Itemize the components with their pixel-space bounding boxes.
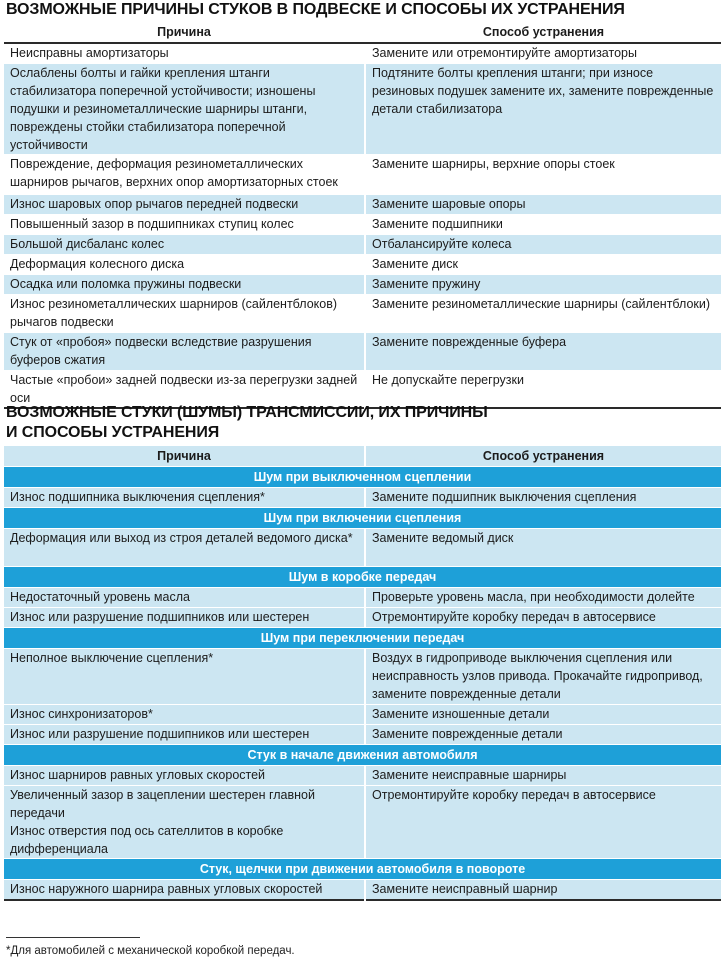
fix-cell: Замените ведомый диск [365, 529, 721, 567]
table-row [4, 234, 721, 254]
column-header-fix: Способ устранения [365, 446, 721, 467]
table-row [4, 254, 721, 274]
table-row [4, 725, 721, 745]
fix-cell: Замените подшипники [365, 214, 721, 234]
table-row [4, 488, 721, 508]
fix-cell: Замените шаровые опоры [365, 194, 721, 214]
table2-title-line1: ВОЗМОЖНЫЕ СТУКИ (ШУМЫ) ТРАНСМИССИИ, ИХ ПРИЧИНЫ [6, 404, 488, 421]
fix-cell: Замените неисправный шарнир [365, 880, 721, 900]
fix-cell: Замените резинометаллические шарниры (сайлентблоки) [365, 294, 721, 332]
column-header-cause: Причина [4, 446, 365, 467]
cause-cell: Частые «пробои» задней подвески из-за перегрузки задней оси [4, 370, 365, 408]
section-heading: Шум в коробке передач [4, 567, 721, 588]
cause-cell: Износ или разрушение подшипников или шестерен [4, 725, 365, 745]
fix-cell: Замените изношенные детали [365, 705, 721, 725]
fix-cell: Проверьте уровень масла, при необходимости долейте [365, 588, 721, 608]
cause-text-2: Износ отверстия под ось сателлитов в коробке дифференциала [10, 824, 284, 856]
suspension-noise-table [4, 22, 721, 409]
section-heading: Стук в начале движения автомобиля [4, 745, 721, 766]
table-row [4, 705, 721, 725]
cause-cell: Износ шаровых опор рычагов передней подвески [4, 194, 365, 214]
section-heading-row [4, 567, 721, 588]
fix-cell: Замените поврежденные детали [365, 725, 721, 745]
section-heading-row [4, 745, 721, 766]
table-row [4, 786, 721, 859]
cause-cell: Износ синхронизаторов* [4, 705, 365, 725]
transmission-noise-table [4, 446, 721, 901]
cause-cell: Недостаточный уровень масла [4, 588, 365, 608]
table-row [4, 274, 721, 294]
cause-cell: Большой дисбаланс колес [4, 234, 365, 254]
cause-cell: Повышенный зазор в подшипниках ступиц колес [4, 214, 365, 234]
fix-cell: Замените подшипник выключения сцепления [365, 488, 721, 508]
section-heading-row [4, 508, 721, 529]
section-heading-row [4, 628, 721, 649]
cause-cell: Стук от «пробоя» подвески вследствие разрушения буферов сжатия [4, 332, 365, 370]
cause-cell: Неисправны амортизаторы [4, 43, 365, 63]
section-heading-row [4, 859, 721, 880]
fix-cell: Замените диск [365, 254, 721, 274]
table-row [4, 332, 721, 370]
fix-cell: Отремонтируйте коробку передач в автосервисе [365, 786, 721, 859]
cause-cell: Повреждение, деформация резинометаллических шарниров рычагов, верхних опор амортизаторных стоек [4, 154, 365, 194]
table-header [4, 22, 721, 43]
section-heading: Шум при включении сцепления [4, 508, 721, 529]
cause-cell: Износ или разрушение подшипников или шестерен [4, 608, 365, 628]
table-row [4, 529, 721, 567]
footnote-divider [6, 937, 140, 938]
table-row [4, 588, 721, 608]
cause-cell: Износ подшипника выключения сцепления* [4, 488, 365, 508]
table2-title-line2: И СПОСОБЫ УСТРАНЕНИЯ [6, 424, 220, 441]
column-header-fix: Способ устранения [365, 22, 721, 43]
fix-cell: Замените или отремонтируйте амортизаторы [365, 43, 721, 63]
cause-cell: Деформация или выход из строя деталей ведомого диска* [4, 529, 365, 567]
section-heading: Стук, щелчки при движении автомобиля в повороте [4, 859, 721, 880]
column-header-cause: Причина [4, 22, 365, 43]
table-row [4, 608, 721, 628]
table1-title: ВОЗМОЖНЫЕ ПРИЧИНЫ СТУКОВ В ПОДВЕСКЕ И СПОСОБЫ ИХ УСТРАНЕНИЯ [6, 1, 625, 18]
table-row [4, 154, 721, 194]
cause-cell: Износ резинометаллических шарниров (сайлентблоков) рычагов подвески [4, 294, 365, 332]
table-row [4, 43, 721, 63]
cause-cell: Осадка или поломка пружины подвески [4, 274, 365, 294]
table-row [4, 194, 721, 214]
fix-cell: Подтяните болты крепления штанги; при износе резиновых подушек замените их, замените поврежденные детали стабилизатора [365, 63, 721, 154]
fix-cell: Отбалансируйте колеса [365, 234, 721, 254]
section-heading: Шум при переключении передач [4, 628, 721, 649]
table-row [4, 649, 721, 705]
table-row [4, 880, 721, 900]
section-heading: Шум при выключенном сцеплении [4, 467, 721, 488]
cause-cell [4, 786, 365, 859]
section-heading-row [4, 467, 721, 488]
table-row [4, 294, 721, 332]
cause-cell: Ослаблены болты и гайки крепления штанги стабилизатора поперечной устойчивости; изношены подушки и резинометаллические шарниры штанги, повреждены стойки стабилизатора поперечной устойчивости [4, 63, 365, 154]
fix-cell: Не допускайте перегрузки [365, 370, 721, 408]
table-row [4, 214, 721, 234]
fix-cell: Воздух в гидроприводе выключения сцепления или неисправность узлов привода. Прокачайте гидропривод, замените поврежденные детали [365, 649, 721, 705]
fix-cell: Отремонтируйте коробку передач в автосервисе [365, 608, 721, 628]
table-row [4, 766, 721, 786]
cause-cell: Износ наружного шарнира равных угловых скоростей [4, 880, 365, 900]
fix-cell: Замените неисправные шарниры [365, 766, 721, 786]
cause-cell: Деформация колесного диска [4, 254, 365, 274]
fix-cell: Замените поврежденные буфера [365, 332, 721, 370]
fix-cell: Замените пружину [365, 274, 721, 294]
cause-cell: Износ шарниров равных угловых скоростей [4, 766, 365, 786]
cause-text: Увеличенный зазор в зацеплении шестерен главной передачи [10, 788, 315, 820]
cause-cell: Неполное выключение сцепления* [4, 649, 365, 705]
table-row [4, 63, 721, 154]
footnote: *Для автомобилей с механической коробкой передач. [6, 945, 295, 957]
table-header [4, 446, 721, 467]
fix-cell: Замените шарниры, верхние опоры стоек [365, 154, 721, 194]
